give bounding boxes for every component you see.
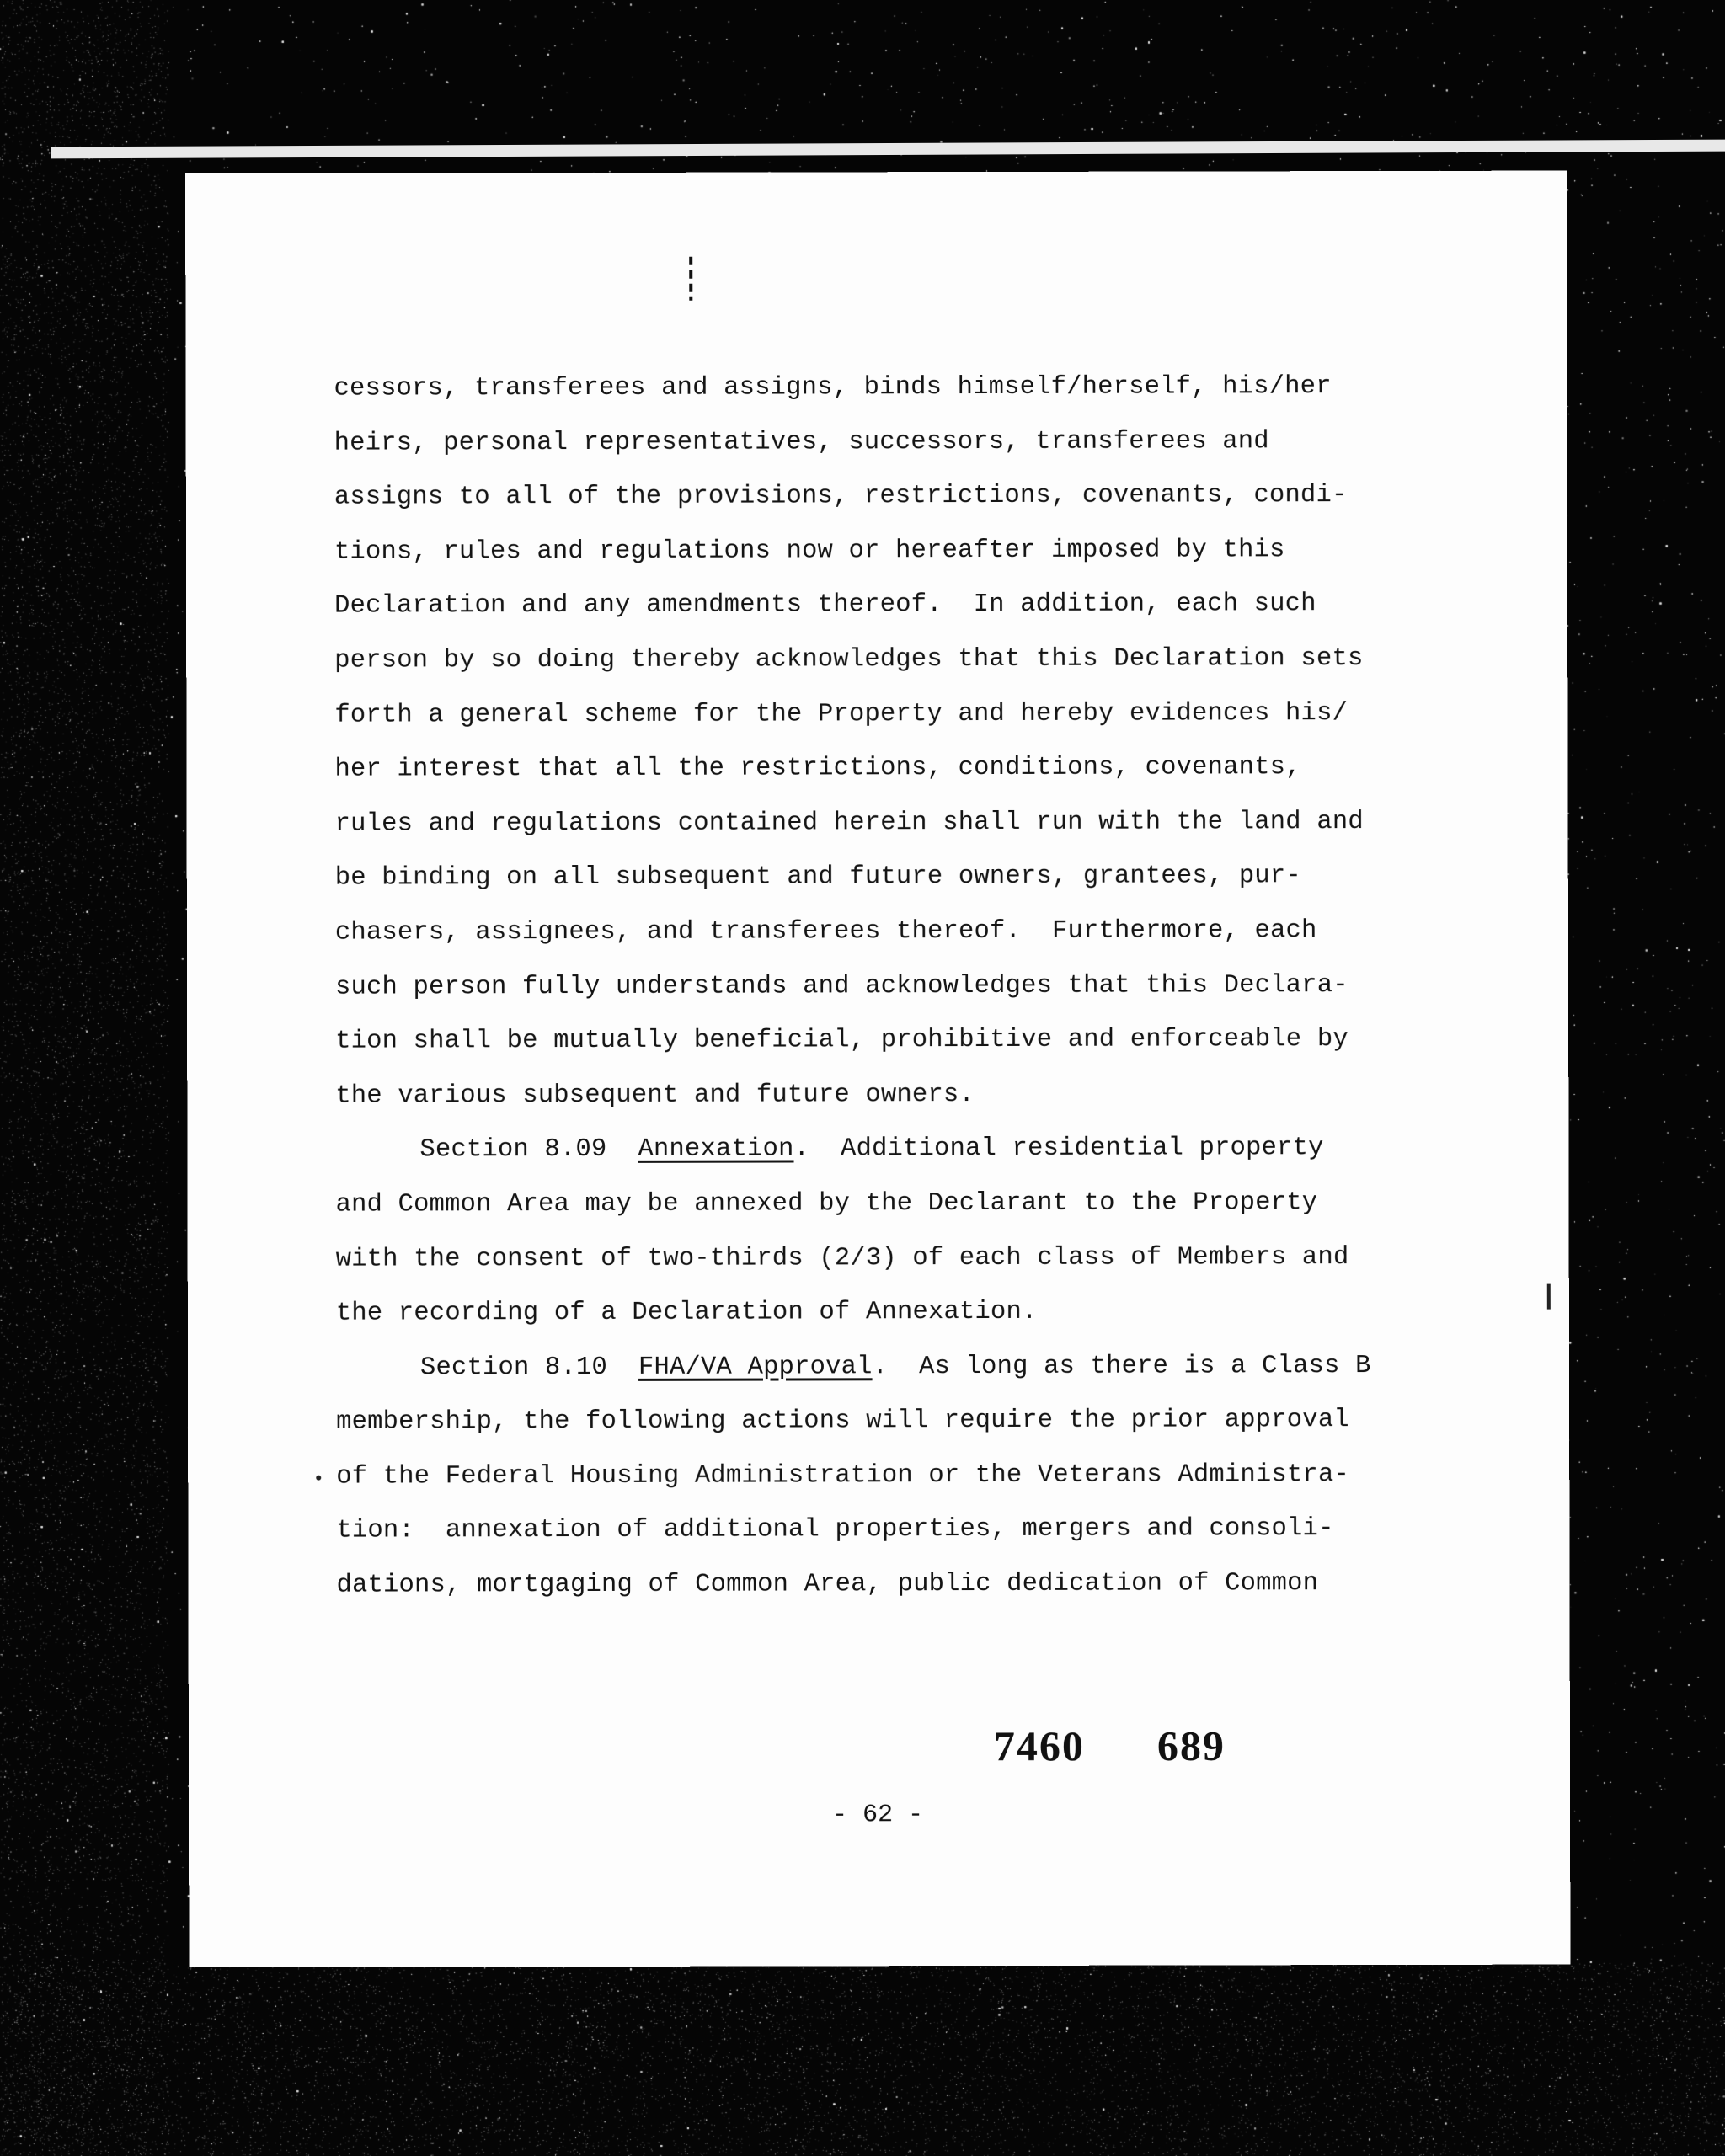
text-line: Declaration and any amendments thereof. In addition, each such	[334, 590, 1316, 622]
margin-tick	[1547, 1284, 1551, 1310]
text-line: with the consent of two-thirds (2/3) of each class of Members and	[335, 1242, 1349, 1274]
text-line: such person fully understands and acknowledges that this Declara-	[334, 970, 1348, 1002]
text-line: dations, mortgaging of Common Area, public dedication of Common	[336, 1569, 1319, 1600]
section-8-10-prefix: Section 8.10	[419, 1353, 639, 1383]
text-line: forth a general scheme for the Property and hereby evidences his/	[334, 698, 1348, 730]
text-line: and Common Area may be annexed by the Declarant to the Property	[335, 1188, 1318, 1219]
reference-number-book: 7460	[993, 1721, 1085, 1769]
text-line: of the Federal Housing Administration or the Veterans Administra-	[336, 1460, 1349, 1492]
text-line: assigns to all of the provisions, restrictions, covenants, condi-	[334, 481, 1348, 512]
section-8-09-heading-line	[335, 1121, 1455, 1177]
text-line: the various subsequent and future owners.	[335, 1080, 975, 1111]
page-number: - 62 -	[832, 1801, 924, 1830]
section-8-09-prefix: Section 8.09	[419, 1135, 638, 1165]
text-line: be binding on all subsequent and future owners, grantees, pur-	[334, 862, 1301, 893]
document-page	[185, 171, 1570, 1967]
margin-dot	[316, 1476, 321, 1481]
text-line: membership, the following actions will require the prior approval	[336, 1406, 1349, 1437]
text-line: heirs, personal representatives, successors, transferees and	[334, 426, 1269, 458]
reference-numbers	[994, 1721, 1226, 1770]
text-line: tion shall be mutually beneficial, prohibitive and enforceable by	[335, 1025, 1348, 1056]
section-8-09-heading-text: . Additional residential property	[793, 1134, 1324, 1164]
text-line: her interest that all the restrictions, conditions, covenants,	[334, 753, 1301, 784]
section-8-10-heading-line	[336, 1339, 1456, 1396]
section-8-10-heading: FHA/VA Approval	[638, 1352, 873, 1382]
text-line: cessors, transferees and assigns, binds himself/herself, his/her	[334, 372, 1332, 403]
body-text	[334, 360, 1456, 1613]
text-line: rules and regulations contained herein shall run with the land and	[334, 807, 1364, 839]
scan-mark	[689, 257, 692, 301]
text-line: person by so doing thereby acknowledges that this Declaration sets	[334, 644, 1364, 675]
reference-number-page: 689	[1156, 1721, 1226, 1769]
section-8-09-heading: Annexation	[638, 1134, 794, 1165]
text-line: tions, rules and regulations now or hereafter imposed by this	[334, 536, 1285, 567]
text-line: the recording of a Declaration of Annexation.	[335, 1297, 1038, 1328]
text-line: chasers, assignees, and transferees thereof. Furthermore, each	[334, 916, 1317, 947]
text-line: tion: annexation of additional properties, mergers and consoli-	[336, 1514, 1334, 1546]
section-8-10-heading-text: . As long as there is a Class B	[872, 1351, 1371, 1381]
